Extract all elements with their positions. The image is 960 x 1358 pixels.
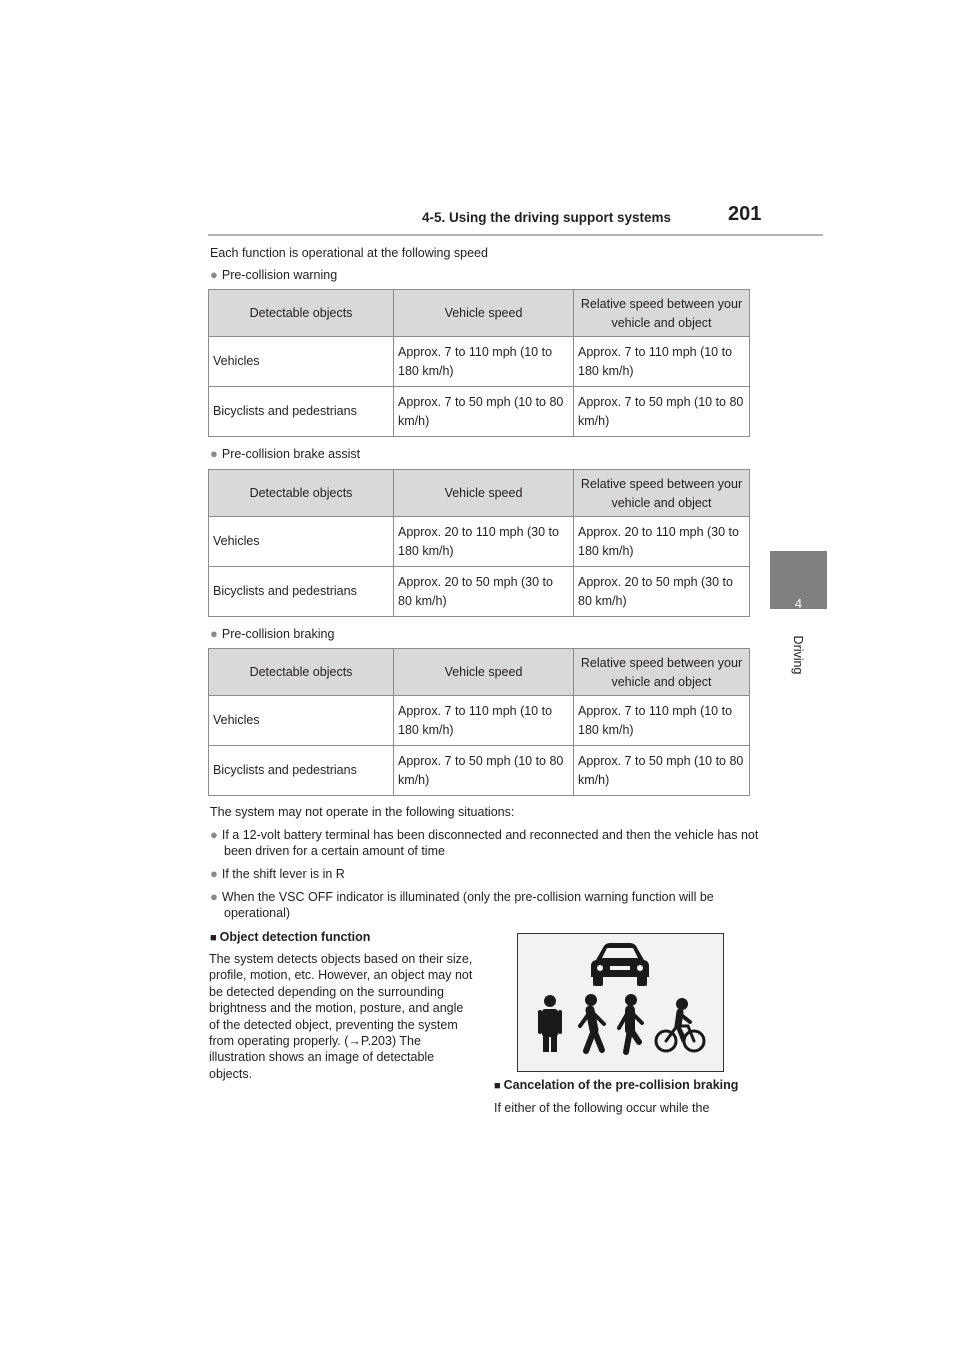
table-row: Vehicles Approx. 7 to 110 mph (10 to 180 km/h) Approx. 7 to 110 mph (10 to 180 km/h) <box>209 337 750 387</box>
square-icon: ■ <box>494 1080 501 1092</box>
table-heading: ● Pre-collision brake assist <box>210 446 361 461</box>
cancelation-body: If either of the following occur while the <box>494 1101 710 1115</box>
pedestrian-walking-icon <box>580 994 604 1051</box>
column-header: Detectable objects <box>209 649 394 696</box>
bullet-icon: ● <box>210 267 218 282</box>
detectable-objects-illustration <box>517 933 724 1072</box>
table-row: Vehicles Approx. 7 to 110 mph (10 to 180 km/h) Approx. 7 to 110 mph (10 to 180 km/h) <box>209 696 750 746</box>
bicyclist-icon <box>656 998 704 1051</box>
list-item: ● If a 12-volt battery terminal has been disconnected and reconnected and then the vehicle has not been driven for a certain amount of time <box>210 827 759 858</box>
subsection-heading: ■ Object detection function <box>210 930 371 944</box>
column-header: Relative speed between your vehicle and object <box>574 649 750 696</box>
bullet-icon: ● <box>210 446 218 461</box>
pedestrian-child-icon <box>619 994 642 1052</box>
table-heading: ● Pre-collision warning <box>210 267 338 282</box>
car-icon <box>591 943 649 986</box>
detectable-objects-icon <box>518 934 723 1071</box>
bullet-icon: ● <box>210 626 218 641</box>
bullet-icon: ● <box>210 866 218 881</box>
column-header: Relative speed between your vehicle and object <box>574 290 750 337</box>
bullet-icon: ● <box>210 889 218 904</box>
table-row: Bicyclists and pedestrians Approx. 7 to 50 mph (10 to 80 km/h) Approx. 7 to 50 mph (10 to 80 km/h) <box>209 387 750 437</box>
table-row: Bicyclists and pedestrians Approx. 7 to 50 mph (10 to 80 km/h) Approx. 7 to 50 mph (10 to 80 km/h) <box>209 746 750 796</box>
speed-table-warning <box>208 289 750 437</box>
table-row: Vehicles Approx. 20 to 110 mph (30 to 180 km/h) Approx. 20 to 110 mph (30 to 180 km/h) <box>209 517 750 567</box>
column-header: Vehicle speed <box>394 290 574 337</box>
subsection-heading: ■ Cancelation of the pre-collision braking <box>494 1078 739 1092</box>
bullet-icon: ● <box>210 827 218 842</box>
pedestrian-standing-icon <box>538 995 562 1052</box>
table-row: Bicyclists and pedestrians Approx. 20 to 50 mph (30 to 80 km/h) Approx. 20 to 50 mph (30 to 80 km/h) <box>209 567 750 617</box>
section-header: 4-5. Using the driving support systems <box>422 210 672 225</box>
square-icon: ■ <box>210 932 217 944</box>
column-header: Relative speed between your vehicle and object <box>574 470 750 517</box>
page-number: 201 <box>728 203 762 225</box>
header-rule <box>208 234 823 236</box>
table-heading: ● Pre-collision braking <box>210 626 335 641</box>
intro-text: Each function is operational at the following speed <box>210 246 488 260</box>
speed-table-braking <box>208 648 750 796</box>
list-item: ● When the VSC OFF indicator is illuminated (only the pre-collision warning function will be operational) <box>210 889 714 920</box>
column-header: Detectable objects <box>209 290 394 337</box>
chapter-title: Driving <box>791 635 805 675</box>
column-header: Detectable objects <box>209 470 394 517</box>
column-header: Vehicle speed <box>394 649 574 696</box>
speed-table-brake-assist <box>208 469 750 617</box>
object-detection-body: The system detects objects based on their size, profile, motion, etc. However, an object may not be detected depending on the surrounding brightness and the motion, posture, and angle of the detected object, preventing the system from operating properly. (→P.203) The illustration shows an image of detectable objects. <box>209 952 473 1081</box>
list-item: ● If the shift lever is in R <box>210 866 345 881</box>
chapter-tab: 4 <box>770 551 827 609</box>
column-header: Vehicle speed <box>394 470 574 517</box>
limitations-intro: The system may not operate in the following situations: <box>210 805 515 819</box>
